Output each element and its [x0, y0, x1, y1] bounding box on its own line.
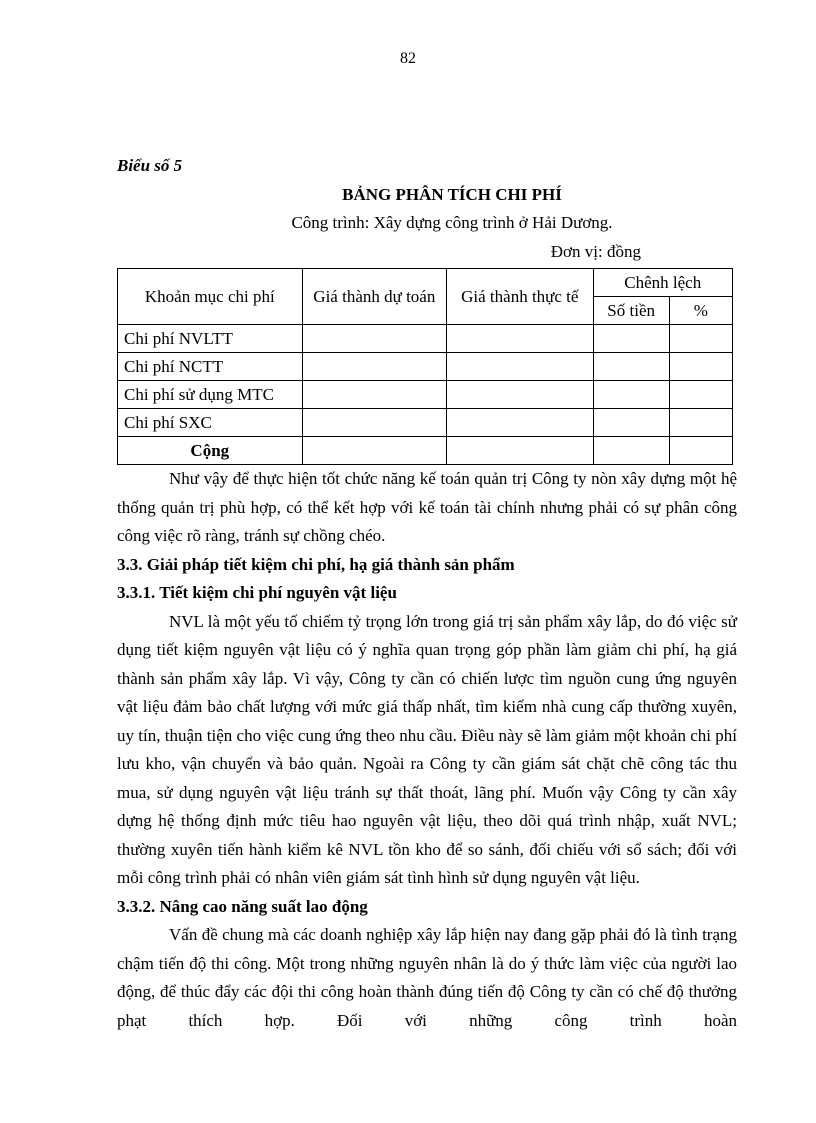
page-number: 82 — [400, 50, 416, 67]
cell-estimate — [302, 437, 446, 465]
total-label: Cộng — [118, 437, 303, 465]
row-label: Chi phí NVLTT — [118, 325, 303, 353]
table-row — [118, 381, 733, 409]
row-label: Chi phí NCTT — [118, 353, 303, 381]
cell-estimate — [302, 409, 446, 437]
header-percent: % — [669, 297, 732, 325]
paragraph: Vấn đề chung mà các doanh nghiệp xây lắp hiện nay đang gặp phải đó là tình trạng chậm tiến độ thi công. Một trong những nguyên nhân là do ý thức làm việc của người lao động, để thúc đẩy các đội thi công hoàn thành đúng tiến độ Công ty cần có chế độ thưởng phạt thích hợp. Đối với những công trình hoàn — [117, 925, 737, 1030]
cell-estimate — [302, 325, 446, 353]
table-row — [118, 409, 733, 437]
table-unit: Đơn vị: đồng — [550, 241, 641, 261]
header-actual: Giá thành thực tế — [447, 269, 593, 325]
paragraph: NVL là một yếu tố chiếm tỷ trọng lớn trong giá trị sản phẩm xây lắp, do đó việc sử dụng tiết kiệm nguyên vật liệu có ý nghĩa quan trọng góp phần làm giảm chi phí, hạ giá thành sản phẩm xây lắp. Vì vậy, Công ty cần có chiến lược tìm nguồn cung ứng nguyên vật liệu đảm bảo chất lượng với mức giá thấp nhất, tìm kiếm nhà cung cấp thường xuyên, uy tín, thuận tiện cho việc cung ứng theo nhu cầu. Điều này sẽ làm giảm một khoản chi phí lưu kho, vận chuyển và bảo quản. Ngoài ra Công ty cần giám sát chặt chẽ công tác thu mua, sử dụng nguyên vật liệu tránh sự thất thoát, lãng phí. Muốn vậy Công ty cần xây dựng hệ thống định mức tiêu hao nguyên vật liệu, theo dõi quá trình nhập, xuất NVL; thường xuyên tiến hành kiểm kê NVL tồn kho để so sánh, đối chiếu với sổ sách; đối với mỗi công trình phải có nhân viên giám sát tình hình sử dụng nguyên vật liệu. — [117, 611, 737, 887]
cell-actual — [447, 353, 593, 381]
cell-percent — [669, 353, 732, 381]
cell-actual — [447, 381, 593, 409]
header-difference: Chênh lệch — [593, 269, 732, 297]
cell-amount — [593, 381, 669, 409]
cost-analysis-table — [117, 268, 733, 465]
subsection-heading: 3.3.2. Nâng cao năng suất lao động — [117, 896, 368, 916]
cell-percent — [669, 437, 732, 465]
cell-estimate — [302, 381, 446, 409]
row-label: Chi phí SXC — [118, 409, 303, 437]
cell-amount — [593, 437, 669, 465]
cell-amount — [593, 325, 669, 353]
header-estimate: Giá thành dự toán — [302, 269, 446, 325]
cell-actual — [447, 409, 593, 437]
cell-percent — [669, 325, 732, 353]
table-header-row — [118, 269, 733, 297]
table-row — [118, 353, 733, 381]
subsection-heading: 3.3.1. Tiết kiệm chi phí nguyên vật liệu — [117, 583, 397, 602]
cell-actual — [447, 437, 593, 465]
table-subtitle: Công trình: Xây dựng công trình ở Hải Dương. — [291, 213, 613, 232]
table-total-row — [118, 437, 733, 465]
cell-percent — [669, 381, 732, 409]
row-label: Chi phí sử dụng MTC — [118, 381, 303, 409]
table-title: BẢNG PHÂN TÍCH CHI PHÍ — [342, 184, 562, 204]
section-heading: 3.3. Giải pháp tiết kiệm chi phí, hạ giá thành sản phẩm — [117, 554, 515, 574]
cell-amount — [593, 353, 669, 381]
table-caption: Biểu số 5 — [117, 156, 183, 175]
page-content — [117, 152, 737, 1035]
cell-amount — [593, 409, 669, 437]
header-item: Khoản mục chi phí — [118, 269, 303, 325]
paragraph: Như vậy để thực hiện tốt chức năng kế toán quản trị Công ty nòn xây dựng một hệ thống quản trị phù hợp, có thể kết hợp với kế toán tài chính nhưng phải có sự phân công công việc rõ ràng, tránh sự chồng chéo. — [117, 469, 737, 545]
cell-estimate — [302, 353, 446, 381]
cell-actual — [447, 325, 593, 353]
table-row — [118, 325, 733, 353]
cell-percent — [669, 409, 732, 437]
header-amount: Số tiền — [593, 297, 669, 325]
